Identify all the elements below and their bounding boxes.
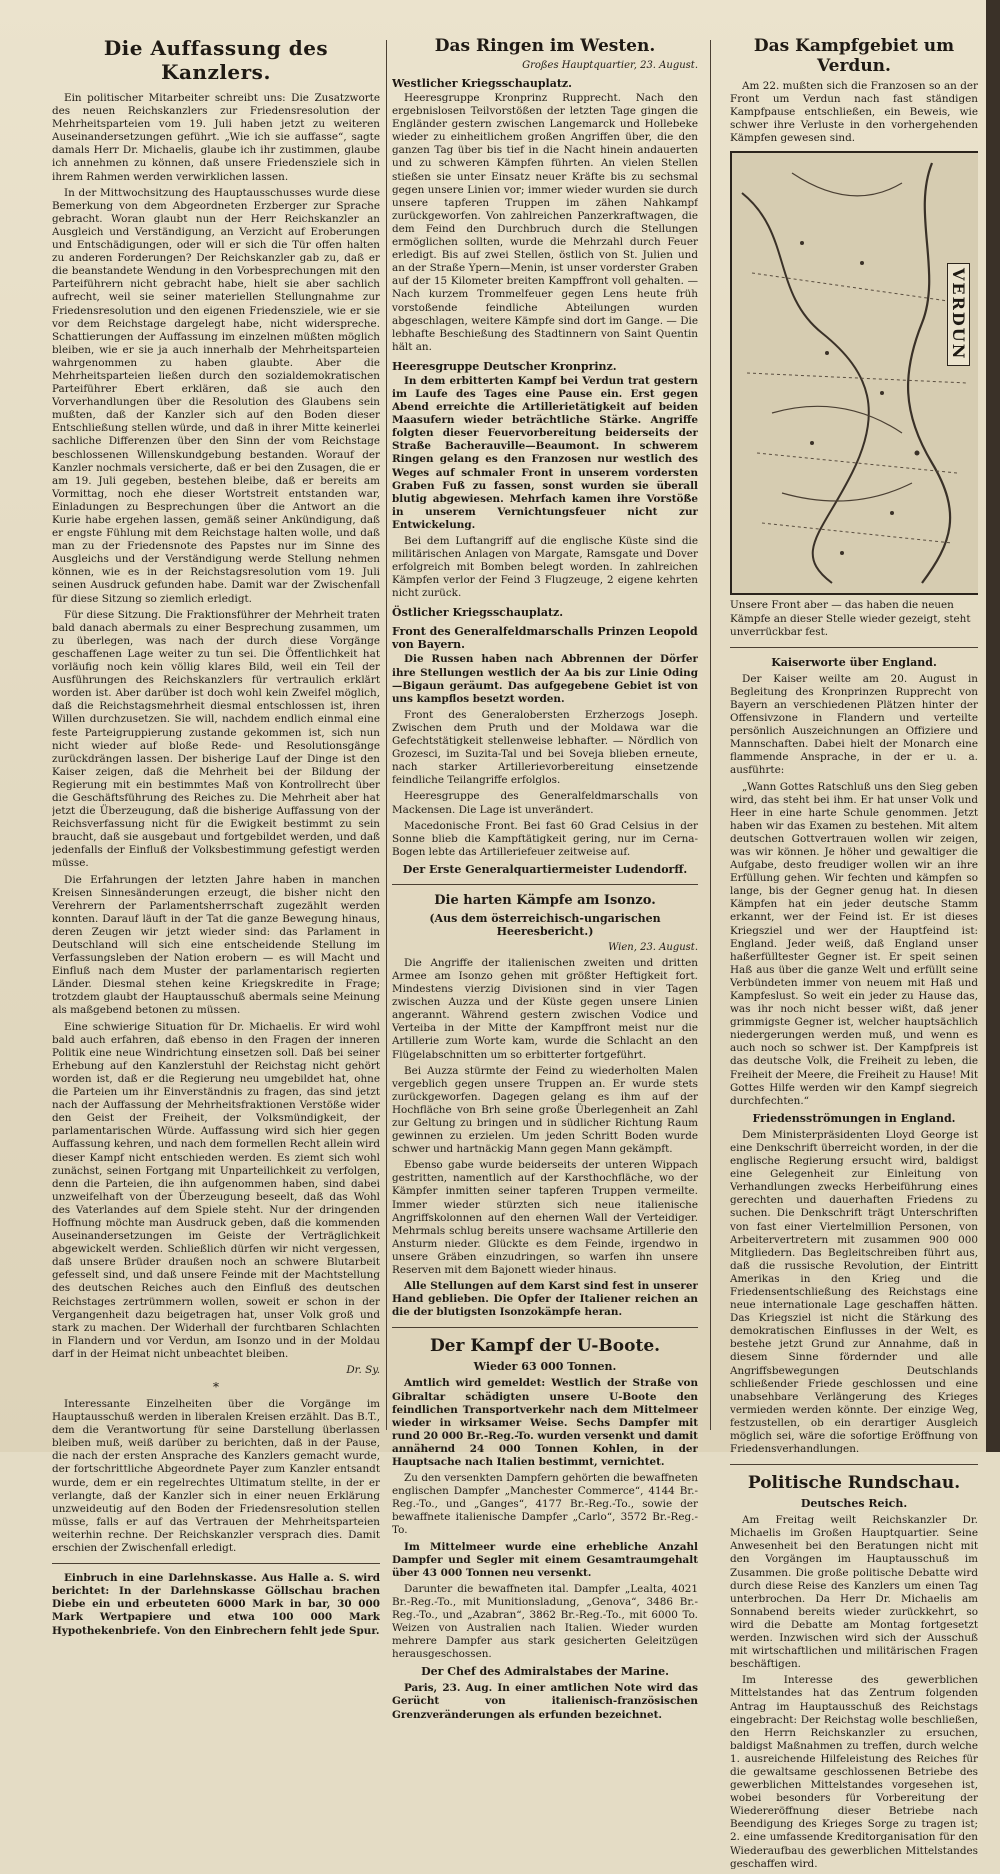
paragraph: Heeresgruppe des Generalfeldmarschalls von Mackensen. Die Lage ist unverändert. [392, 790, 698, 816]
paragraph: Im Mittelmeer wurde eine erhebliche Anzahl Dampfer und Segler mit einem Gesamtraumgehalt über 43 000 Tonnen neu versenkt. [392, 1540, 698, 1579]
paragraph: Eine schwierige Situation für Dr. Michaelis. Er wird wohl bald auch erfahren, daß ebenso in den Fragen der inneren Politik eine neue Windrichtung einsetzen soll. Daß bei seiner Erhebung auf den Kanzlerstuhl der Reichstag nicht gehört worden ist, daß er die Regierung neu umgebildet hat, ohne die Parteien um ihr Einverständnis zu fragen, das sind jetzt nach der Auffassung der Mehrheitsfraktionen Verstöße wider den Geist der Freiheit, der Volksmündigkeit, der parlamentarischen Würde. Auffassung wird sich hier gegen Auffassung kehren, und nach dem formellen Recht allein wird dieser Kampf nicht entschieden werden. Es ziemt sich wohl zunächst, seinen Fortgang mit Unparteilichkeit zu verfolgen, denn die Parteien, die ihn aufgenommen haben, sind dabei unzweifelhaft von der Überzeugung beseelt, daß das Wohl des Vaterlandes auf dem Spiele steht. Nur der dringenden Hoffnung möchte man Ausdruck geben, daß die kommenden Auseinandersetzungen im Geiste der Verträglichkeit abgewickelt werden. Schließlich dürfen wir nicht vergessen, daß unsere Brüder draußen noch an schwere Blutarbeit gefesselt sind, und daß unsere Feinde mit der Machtstellung des deutschen Reiches auch den Einfluß des deutschen Reichstages zertrümmern wollen, soweit er schon in der Vergangenheit dazu beigetragen hat, unser Volk groß und stark zu machen. Der Widerhall der furchtbaren Schlachten in Flandern und vor Verdun, am Isonzo und in der Moldau darf in der Heimat nicht unbeachtet bleiben. [52, 1020, 380, 1360]
signature-ludendorff: Der Erste Generalquartiermeister Ludendorff. [402, 862, 688, 876]
paragraph: Der Kaiser weilte am 20. August in Begleitung des Kronprinzen Rupprecht von Bayern an verschiedenen Plätzen hinter der Offensivzone in Flandern und verteilte persönlich Auszeichnungen an Offiziere und Mannschaften. Dabei hielt der Monarch eine flammende Ansprache, in der er u. a. ausführte: [730, 672, 978, 777]
paragraph: Front des Generalobersten Erzherzogs Joseph. Zwischen dem Pruth und der Moldawa war die Gefechtstätigkeit stellenweise lebhafter. — Nördlich von Grozesci, im Suzita-Tal und bei Soveja blieben erneute, nach starker Artillerievorbereitung einsetzende feindliche Teilangriffe erfolglos. [392, 708, 698, 787]
subheading-friedensstroemungen: Friedensströmungen in England. [752, 1111, 956, 1125]
divider [392, 884, 698, 885]
headline-uboote: Der Kampf der U-Boote. [429, 1336, 661, 1357]
subheading-kaiserworte: Kaiserworte über England. [771, 655, 937, 669]
paragraph: Darunter die bewaffneten ital. Dampfer „Lealta, 4021 Br.-Reg.-To., mit Munitionsladung, „Genova“, 3486 Br.-Reg.-To., und „Azabran“, 3862 Br.-Reg.-To., mit 6000 To. Weizen von Australien nach Italien. Wieder wurden mehrere Dampfer aus stark gesicherten Geleitzügen herausgeschossen. [392, 1582, 698, 1661]
verdun-map [730, 151, 978, 595]
column-rule-1 [386, 40, 387, 1430]
headline-rundschau: Politische Rundschau. [747, 1473, 961, 1494]
map-drawing [732, 153, 978, 593]
paragraph: Ebenso gabe wurde beiderseits der unteren Wippach gestritten, namentlich auf der Karsthochfläche, wo der Kämpfer inmitten seiner tapferen Truppen vermeilte. Immer wieder stürzten sich neue italienische Angriffskolonnen auf den ehernen Wall der Verteidiger. Mehrmals schlug bereits unsere wachsame Artillerie den Ansturm nieder. Glückte es dem Feinde, irgendwo in unsere Gräben einzudringen, so warfen ihn unsere Reserven mit dem Bajonett wieder hinaus. [392, 1159, 698, 1277]
paragraph-after-map: Unsere Front aber — das haben die neuen Kämpfe an dieser Stelle wieder gezeigt, steht unverrückbar fest. [730, 599, 971, 638]
paragraph: Die Angriffe der italienischen zweiten und dritten Armee am Isonzo gehen mit größter Heftigkeit fort. Mindestens vierzig Divisionen sind in vier Tagen zwischen Auzza und der Küste gegen unsere Linien angerannt. Während gestern zwischen Vodice und Verteiba in der Mitte der Kampffront meist nur die Artillerie zum Worte kam, wurde die Schlacht an den Flügelabschnitten um so erbitterter fortgeführt. [392, 956, 698, 1061]
paragraph: In dem erbitterten Kampf bei Verdun trat gestern im Laufe des Tages eine Pause ein. Erst gegen Abend erreichte die Artillerietätigkeit auf beiden Maasufern wieder beträchtliche Stärke. Angriffe folgten dieser Feuervorbereitung beiderseits der Straße Bacherauville—Beaumont. In schwerem Ringen gelang es den Franzosen nur westlich des Weges auf schmaler Front in unserem vordersten Graben Fuß zu fassen, sonst wurden sie überall blutig abgewiesen. Mehrfach kamen ihre Vorstöße in unserem Vernichtungsfeuer nicht zur Entwickelung. [392, 374, 698, 531]
divider [730, 647, 978, 648]
paragraph: Alle Stellungen auf dem Karst sind fest in unserer Hand geblieben. Die Opfer der Italiener reichen an die der blutigsten Isonzokämpfe heran. [392, 1280, 698, 1319]
signature: Dr. Sy. [346, 1364, 380, 1376]
paragraph: Am Freitag weilt Reichskanzler Dr. Michaelis im Großen Hauptquartier. Seine Anwesenheit bei den Beratungen nicht mit den Vorgängen im Hauptausschuß im Zusammen. Die große politische Debatte wird durch diese Reise des Kanzlers um einen Tag unterbrochen. Da Herr Dr. Michaelis am Sonnabend bereits wieder zurückkehrt, so wird die Debatte am Montag fortgesetzt werden. Inzwischen wird sich der Ausschuß mit wirtschaftlichen und militärischen Fragen beschäftigen. [730, 1514, 978, 1671]
dateline: Wien, 23. August. [608, 941, 698, 953]
paragraph-einbruch: Einbruch in eine Darlehnskasse. Aus Halle a. S. wird berichtet: In der Darlehnskasse Göllschau brachen Diebe ein und erbeuteten 6000 Mark in bar, 30 000 Mark Wertpapiere und etwa 100 000 Mark Hypothekenbriefe. Von den Einbrechern fehlt jede Spur. [52, 1572, 380, 1637]
paragraph: Amtlich wird gemeldet: Westlich der Straße von Gibraltar schädigten unsere U-Boote den feindlichen Transportverkehr nach dem Mittelmeer wieder in wirksamer Weise. Sechs Dampfer mit rund 20 000 Br.-Reg.-To. wurden versenkt und damit annähernd 24 000 Tonnen Kohlen, in der Hauptsache nach Italien bestimmt, vernichtet. [392, 1377, 698, 1468]
subheading-leopold: Front des Generalfeldmarschalls Prinzen Leopold von Bayern. [392, 625, 698, 652]
paragraph: „Wann Gottes Ratschluß uns den Sieg geben wird, das steht bei ihm. Er hat unser Volk und Heer in eine harte Schule genommen. Jetzt haben wir das Examen zu bestehen. Mit altem deutschen Gottvertrauen wollen wir zeigen, was wir können. Je höher und gewaltiger die Aufgabe, desto freudiger wollen wir an ihre Erfüllung gehen. Wir fechten und kämpfen so lange, bis der Gegner genug hat. In diesen Kämpfen hat ein jeder deutsche Stamm erkannt, wer der Feind ist. Er ist dieses Kriegsziel und wer der Hauptfeind ist: England. Jeder weiß, daß England unser haßerfülltester Gegner ist. Er speit seinen Haß aus über die ganze Welt und erfüllt seine Verbündeten immer von neuem mit Haß und Kampfeslust. So weit ein jeder zu Hause das, was ihr noch nicht besser wißt, daß jener grimmigste Gegner ist, welcher hauptsächlich niedergerungen werden muß, und wenn es auch noch so schwer ist. Der Kampfpreis ist das deutsche Volk, die Freiheit zu leben, die Freiheit der Meere, die Freiheit zu Hause! Mit Gottes Hilfe werden wir den Kampf siegreich durchfechten.“ [730, 780, 978, 1107]
headline-kanzler: Die Auffassung des Kanzlers. [103, 36, 329, 84]
separator-star: * [213, 1380, 219, 1394]
paragraph: Dem Ministerpräsidenten Lloyd George ist eine Denkschrift überreicht worden, in der die englische Regierung ersucht wird, baldigst eine Gelegenheit zur Einleitung von Verhandlungen zwecks Herbeiführung eines gerechten und dauerhaften Friedens zu suchen. Die Denkschrift trägt Unterschriften von fast einer Viertelmillion Personen, von Arbeitervertretern mit zusammen 900 000 Mitgliedern. Das Begleitschreiben führt aus, daß die russische Revolution, der Eintritt Amerikas in den Krieg und die Friedensentschließung des Reichstags eine neue internationale Lage geschaffen hätten. Das Kriegsziel ist nicht die Stärkung des demokratischen Einflusses in der Welt, es bestehe jetzt Grund zur Annahme, daß in diesem Sinne fördernder und alle Angriffsbewegungen Deutschlands schließender Friede geschlossen und eine unabsehbare Verlängerung des Krieges vermieden werden könnte. Der einzige Weg, festzustellen, ob ein derartiger Ausgleich möglich sei, wäre die sofortige Eröffnung von Friedensverhandlungen. [730, 1128, 978, 1456]
paragraph: Bei Auzza stürmte der Feind zu wiederholten Malen vergeblich gegen unsere Truppen an. Er wurde stets zurückgeworfen. Dagegen gelang es ihm auf der Hochfläche von Brh seine große Überlegenheit an Zahl zur Geltung zu bringen und in südlicher Richtung Raum gewinnen zu erzielen. Um jeden Schritt Boden wurde schwer und hartnäckig Mann gegen Mann gekämpft. [392, 1064, 698, 1156]
divider [730, 1464, 978, 1465]
paragraph: Die Erfahrungen der letzten Jahre haben in manchen Kreisen Sinnesänderungen erzeugt, die bisher nicht den Verehrern der Parlamentsherrschaft zugezählt werden konnten. Darauf läuft in der Tat die ganze Bewegung hinaus, deren Zeugen wir jetzt wieder sind: das Parlament in Deutschland will sich eine entscheidende Stellung im Verfassungsleben der Nation erobern — es will Macht und Einfluß nach dem Muster der parlamentarisch regierten Länder. Diesmal stehen keine Kriegskredite in Frage; trotzdem glaubt der Hauptausschuß abermals seine Meinung als maßgebend betonen zu müssen. [52, 873, 380, 1017]
paragraph: Die Russen haben nach Abbrennen der Dörfer ihre Stellungen westlich der Aa bis zur Linie Oding—Bigaun geräumt. Das aufgegebene Gebiet ist von uns kampflos besetzt worden. [392, 653, 698, 705]
paragraph: Im Interesse des gewerblichen Mittelstandes hat das Zentrum folgenden Antrag im Hauptausschuß des Reichstags eingebracht: Der Reichstag wolle beschließen, den Herrn Reichskanzler zu ersuchen, baldigst Maßnahmen zu treffen, durch welche 1. ausreichende Hilfeleistung des Reiches für die gewaltsame geschlossenen Betriebe des gewerblichen Mittelstandes vorgesehen ist, wobei besonders für Vorbereitung der Wiedereröffnung dieser Betriebe nach Beendigung des Krieges Sorge zu tragen ist; 2. eine umfassende Kreditorganisation für den Wiederaufbau des gewerblichen Mittelstandes geschaffen wird. [730, 1674, 978, 1870]
headline-isonzo: Die harten Kämpfe am Isonzo. [434, 892, 656, 908]
divider [392, 1327, 698, 1328]
column-rule-2 [710, 40, 711, 1430]
subheading-tonnen: Wieder 63 000 Tonnen. [473, 1360, 617, 1374]
column-middle [392, 30, 698, 1725]
paragraph: Heeresgruppe Kronprinz Rupprecht. Nach den ergebnislosen Teilvorstößen der letzten Tage gingen die Engländer gestern zwischen Langemarck und Hollebeke wieder zu einheitlichem großen Angriffen über, die den ganzen Tag über bis tief in die Nacht hinein andauerten und zu schweren Kämpfen führten. An vielen Stellen stießen sie unter Einsatz neuer Kräfte bis zu sechsmal gegen unsere Linien vor; immer wieder wurden sie durch unsere tapferen Truppen im zähen Nahkampf zurückgeworfen. Von zahlreichen Panzerkraftwagen, die dem Feind den Durchbruch durch die Stellungen ermöglichen sollten, wurde die Mehrzahl durch Feuer erledigt. Bis auf zwei Stellen, östlich von St. Julien und an der Straße Ypern—Menin, ist unser vorderster Graben auf der 15 Kilometer breiten Kampffront voll gehalten. — Nach kurzem Trommelfeuer gegen Lens heute früh vorstoßende feindliche Abteilungen wurden abgeschlagen, weitere Kämpfe sind dort im Gange. — Die lebhafte Beschießung des Stadtinnern von Saint Quentin hält an. [392, 92, 698, 353]
paragraph: Interessante Einzelheiten über die Vorgänge im Hauptausschuß werden in liberalen Kreisen erzählt. Das B.T., dem die Verantwortung für seine Darstellung überlassen bleiben muß, weiß darüber zu berichten, daß in der Pause, die nach der ersten Ansprache des Kanzlers gemacht wurde, der fortschrittliche Abgeordnete Payer zum Kanzler entsandt wurde, dem er ein regelrechtes Ultimatum stellte, in der er verlangte, daß der Kanzler sich in einer neuen Erklärung unzweideutig auf den Boden der Friedensresolution stellen müsse, falls er auf das Vertrauen der Mehrheitsparteien weiterhin rechne. Der Reichskanzler versprach dies. Damit erschien der Zwischenfall erledigt. [52, 1398, 380, 1555]
subheading-west: Westlicher Kriegsschauplatz. [392, 77, 572, 90]
subheading-kronprinz: Heeresgruppe Deutscher Kronprinz. [392, 359, 617, 373]
column-right [730, 30, 978, 1874]
paragraph: Macedonische Front. Bei fast 60 Grad Celsius in der Sonne blieb die Kampftätigkeit gering, nur im Cerna-Bogen lebte das Artilleriefeuer zeitweise auf. [392, 819, 698, 858]
divider [52, 1563, 380, 1564]
map-label-verdun: VERDUN [947, 263, 970, 365]
page-edge [986, 0, 1000, 1452]
paragraph: Am 22. mußten sich die Franzosen so an der Front um Verdun nach fast ständigen Kampfpause entschließen, ein Beweis, wie schwer ihre Verluste in den vorhergehenden Kämpfen gewesen sind. [730, 80, 978, 145]
signature-admiralstab: Der Chef des Admiralstabes der Marine. [421, 1665, 669, 1679]
dateline: Großes Hauptquartier, 23. August. [522, 60, 698, 71]
paragraph: In der Mittwochsitzung des Hauptausschusses wurde diese Bemerkung von dem Abgeordneten Erzberger zur Sprache gebracht. Woran glaubt nun der Herr Reichskanzler an Ausgleich und Verständigung, an Verzicht auf Eroberungen und Entschädigungen, oder will er sich die Tür offen halten zu anderen Forderungen? Der Reichskanzler gab zu, daß er die beanstandete Wendung in den Vorbesprechungen mit den Parteiführern nicht gebracht habe, hielt sie aber sachlich aufrecht, weil sie seiner materiellen Stellungnahme zur Friedensresolution und den eigenen Friedensziele, wie er sie vor dem Reichstage dargelegt habe, nicht widerspreche. Schattierungen der Auffassung im einzelnen müßten möglich bleiben, wie er sie ja auch innerhalb der Mehrheitsparteien wahrgenommen zu haben glaubte. Aber die Mehrheitsparteien ließen durch den sozialdemokratischen Parteiführer Ebert erklären, daß sie auch den Vorverhandlungen über die Resolution des Glaubens sein mußten, daß der Kanzler sich auf den Boden dieser Entschließung stellen würde, und daß in ihrer Mitte keinerlei sachliche Differenzen über den Sinn der vom Reichstage beschlossenen Willenskundgebung bestanden. Worauf der Kanzler nochmals versicherte, daß er bei den Zusagen, die er am 19. Juli gegeben, bestehen bleibe, daß er bereits am Vormittag, noch ehe dieser Wortstreit entstanden war, Einladungen zu Besprechungen über die Antwort an die Kurie habe ergehen lassen, gemäß seiner Ankündigung, daß er engste Fühlung mit dem Reichstage halten wolle, und daß man zu der Friedensnote des Papstes nur im Sinne des Ausgleichs und der Verständigung werde Stellung nehmen können, wie es in der Reichstagsresolution vom 19. Juli seinen Ausdruck gefunden habe. Damit war der Zwischenfall für diese Sitzung so ziemlich erledigt. [52, 186, 380, 605]
column-left [52, 30, 380, 1641]
subheading-east: Östlicher Kriegsschauplatz. [392, 606, 564, 620]
paragraph: Zu den versenkten Dampfern gehörten die bewaffneten englischen Dampfer „Manchester Commerce“, 4144 Br.-Reg.-To., und „Ganges“, 4177 Br.-Reg.-To., sowie der bewaffnete italienische Dampfer „Carlo“, 3572 Br.-Reg.-To. [392, 1472, 698, 1537]
paragraph: Für diese Sitzung. Die Fraktionsführer der Mehrheit traten bald danach abermals zu einer Besprechung zusammen, um zu überlegen, was nach der durch diese Vorgänge geschaffenen Lage weiter zu tun sei. Die Öffentlichkeit hat vorläufig noch kein völlig klares Bild, weil ein Teil der Ausführungen des Reichskanzlers für vertraulich erklärt worden ist. Aber darüber ist doch wohl kein Zweifel möglich, daß die Reichstagsmehrheit diesmal entschlossen ist, ihren Willen durchzusetzen. Sie will, nachdem endlich einmal eine feste Parteigruppierung zustande gekommen ist, sich nun nicht wieder auf bloße Rede- und Resolutionsgänge zurückdrängen lassen. Der bisherige Lauf der Dinge ist den Kaiser zeigen, daß die Mehrheit bei der Bildung der Regierung mit ein bestimmtes Maß von Kontrollrecht über die Geschäftsführung des Reiches zu. Die Mehrheit aber hat jetzt die Überzeugung, daß die bisherige Auffassung von der Reichsverfassung nicht für die Ewigkeit bestimmt zu sein braucht, daß sie ausgebaut und fortgebildet werden, und daß jedenfalls der Einfluß der Volksbestimmung gefestigt werden müsse. [52, 608, 380, 870]
paragraph: Ein politischer Mitarbeiter schreibt uns: Die Zusatzworte des neuen Reichskanzlers zur Friedensresolution der Mehrheitsparteien vom 19. Juli haben jetzt zu weiteren Auseinandersetzungen geführt. „Wie ich sie auffasse“, sagte damals Herr Dr. Michaelis, glaube ich ihr zustimmen, glaube ich annehmen zu können, daß unsere Friedensziele sich in ihrem Rahmen werden verwirklichen lassen. [52, 92, 380, 183]
headline-westen: Das Ringen im Westen. [434, 36, 656, 56]
subheading-deutsches-reich: Deutsches Reich. [800, 1497, 908, 1511]
headline-verdun: Das Kampfgebiet um Verdun. [753, 36, 955, 76]
paragraph: Bei dem Luftangriff auf die englische Küste sind die militärischen Anlagen von Margate, Ramsgate und Dover erfolgreich mit Bomben belegt worden. In zahlreichen Kämpfen verlor der Feind 3 Flugzeuge, 2 eigene kehrten nicht zurück. [392, 535, 698, 600]
paragraph: Paris, 23. Aug. In einer amtlichen Note wird das Gerücht von italienisch-französischen Grenzveränderungen als erfunden bezeichnet. [392, 1682, 698, 1721]
subheading-source: (Aus dem österreichisch-ungarischen Heeresbericht.) [429, 911, 661, 938]
